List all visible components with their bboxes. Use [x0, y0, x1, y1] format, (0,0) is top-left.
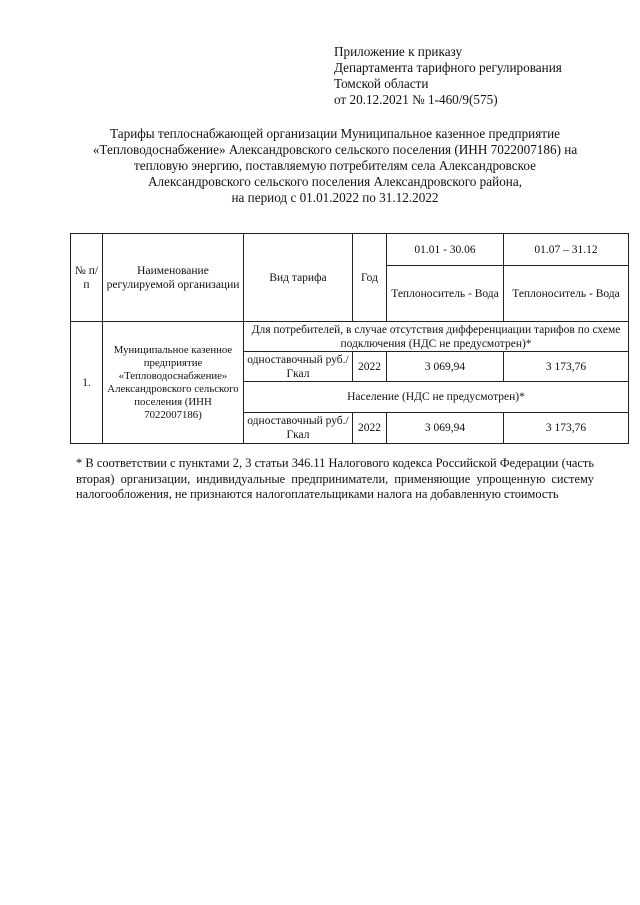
tariff-type-cell: одноставочный руб./Гкал: [244, 413, 353, 444]
appendix-line: от 20.12.2021 № 1-460/9(575): [334, 92, 498, 107]
appendix-line: Департамента тарифного регулирования: [334, 60, 562, 75]
document-title: [40, 126, 630, 206]
table-row: [71, 322, 629, 352]
tariff-table: [70, 233, 629, 444]
row-organization: Муниципальное казенное предприятие «Тепловодоснабжение» Александровского сельского поселения (ИНН 7022007186): [103, 322, 244, 444]
table-header-row: [71, 234, 629, 266]
title-line: Тарифы теплоснабжающей организации Муниципальное казенное предприятие: [110, 126, 560, 141]
appendix-block: [334, 44, 562, 108]
header-number: № п/п: [71, 234, 103, 322]
title-line: «Тепловодоснабжение» Александровского сельского поселения (ИНН 7022007186) на: [92, 142, 578, 157]
title-line: на период с 01.01.2022 по 31.12.2022: [231, 190, 439, 205]
value-period-1: 3 069,94: [387, 352, 504, 382]
group-label-population: Население (НДС не предусмотрен)*: [244, 382, 629, 413]
header-tariff-type: Вид тарифа: [244, 234, 353, 322]
title-line: тепловую энергию, поставляемую потребителям села Александровское: [133, 158, 537, 173]
row-number: 1.: [71, 322, 103, 444]
value-period-1: 3 069,94: [387, 413, 504, 444]
header-organization: Наименование регулируемой организации: [103, 234, 244, 322]
title-line: Александровского сельского поселения Александровского района,: [147, 174, 522, 189]
year-cell: 2022: [353, 352, 387, 382]
tariff-type-cell: одноставочный руб./Гкал: [244, 352, 353, 382]
value-period-2: 3 173,76: [504, 352, 629, 382]
header-period-1: 01.01 - 30.06: [387, 234, 504, 266]
value-period-2: 3 173,76: [504, 413, 629, 444]
year-cell: 2022: [353, 413, 387, 444]
appendix-line: Приложение к приказу: [334, 44, 463, 59]
header-carrier-2: Теплоноситель - Вода: [504, 266, 629, 322]
footnote: * В соответствии с пунктами 2, 3 статьи 346.11 Налогового кодекса Российской Федерации (часть вторая) организации, индивидуальные предприниматели, применяющие упрощенную систему налогообложения, не признаются налогоплательщиками налога на добавленную стоимость: [76, 456, 594, 501]
header-year: Год: [353, 234, 387, 322]
header-carrier-1: Теплоноситель - Вода: [387, 266, 504, 322]
appendix-line: Томской области: [334, 76, 429, 91]
header-period-2: 01.07 – 31.12: [504, 234, 629, 266]
group-label-consumers: Для потребителей, в случае отсутствия дифференциации тарифов по схеме подключения (НДС не предусмотрен)*: [244, 322, 629, 352]
